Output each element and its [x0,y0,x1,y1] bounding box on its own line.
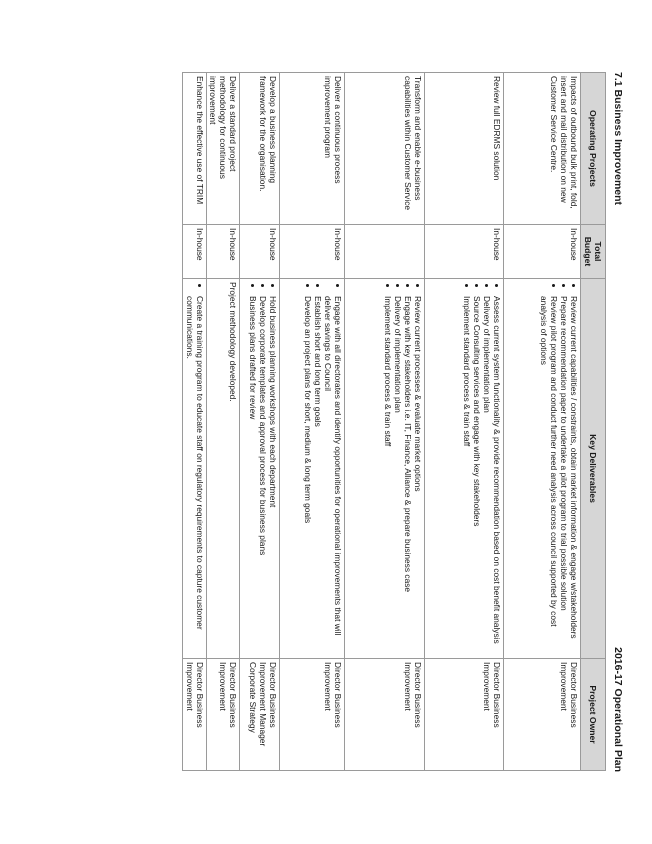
table-row [425,73,504,771]
business-improvement-table [182,72,606,771]
plan-title: 2016-17 Operational Plan [612,647,624,772]
deliverable-text: Project methodology developed. [228,282,238,402]
table-row [280,73,345,771]
project-cell: Deliver a continuous process improvement program [280,73,345,225]
deliverables-list [185,282,205,655]
deliverables-cell [280,279,345,659]
deliverable-item: • Establish short and long term goals [313,296,323,655]
deliverable-item: • Create a training program to educate staff on regulatory requirements to capture customer communications. [185,296,205,655]
project-cell: Deliver a standard project methodology for continuous improvement [207,73,240,225]
table-row [504,73,581,771]
project-cell: Impacts of outbound bulk print, fold, insert and mail distribution on new Customer Service Centre. [504,73,581,225]
budget-cell: In-house [504,225,581,279]
deliverable-item: • Delivery of implementation plan [393,296,403,655]
deliverables-list [248,282,278,655]
table-row [345,73,425,771]
budget-cell: In-house [183,225,207,279]
deliverable-item: • Review current processes & evaluate market options [413,296,423,655]
table-row [240,73,280,771]
deliverable-item: • Delivery of implementation plan [482,296,492,655]
owner-cell: Director Business Improvement Manager Corporate Strategy [240,659,280,771]
deliverables-cell [183,279,207,659]
budget-cell: In-house [280,225,345,279]
owner-cell: Director Business Improvement [280,659,345,771]
budget-cell [345,225,425,279]
owner-cell: Director Business Improvement [425,659,504,771]
deliverable-item: • Develop corporate templates and approval process for business plans [258,296,268,655]
deliverable-item: • Business plans drafted for review [248,296,258,655]
deliverables-cell [345,279,425,659]
table-row [207,73,240,771]
owner-cell: Director Business Improvement [345,659,425,771]
header-operating-projects: Operating Projects [581,73,606,225]
header-key-deliverables: Key Deliverables [581,279,606,659]
deliverables-cell [207,279,240,659]
header-total-budget: Total Budget [581,225,606,279]
deliverables-list [383,282,423,655]
project-cell: Enhance the effective use of TRIM [183,73,207,225]
deliverable-item: • Prepare recommendation paper to undertake a pilot program to trial possible solution [559,296,569,655]
deliverables-list [539,282,579,655]
table-header-row [581,73,606,771]
deliverable-item: • Engage with key stakeholders i.e. IT, Finance, Alliance & prepare business case [403,296,413,655]
deliverable-item: • Review current capabilities / constraints, obtain market information & engage w/stakeholders [569,296,579,655]
deliverable-item: • Develop an project plans for short, medium & long term goals [303,296,313,655]
project-cell: Develop a business planning framework for the organisation. [240,73,280,225]
budget-cell: In-house [240,225,280,279]
budget-cell: In-house [207,225,240,279]
project-cell: Transform and enable e-business capabilities within Customer Service [345,73,425,225]
deliverable-item: • Review pilot program and conduct further need analysis across council supported by cost analysis of options [539,296,559,655]
deliverable-item: • Implement standard process & train staff [462,296,472,655]
deliverables-list [303,282,343,655]
deliverables-list [462,282,502,655]
owner-cell: Director Business Improvement [183,659,207,771]
section-title: 7.1 Business Improvement [612,72,624,206]
deliverables-cell [240,279,280,659]
owner-cell: Director Business Improvement [207,659,240,771]
header-project-owner: Project Owner [581,659,606,771]
deliverables-cell [504,279,581,659]
project-cell: Review full EDRMS solution [425,73,504,225]
deliverable-item: • Hold business planning workshops with each department [268,296,278,655]
owner-cell: Director Business Improvement [504,659,581,771]
deliverable-item: • Assess current system functionality & provide recommendation based on cost benefit analysis [492,296,502,655]
deliverable-item: • Source Consulting services and engage with key stakeholders [472,296,482,655]
deliverables-cell [425,279,504,659]
deliverable-item: • Engage with all directorates and identify opportunities for operational improvements that will deliver savings to Council [323,296,343,655]
table-row [183,73,207,771]
budget-cell: In-house [425,225,504,279]
deliverable-item: • Implement standard process & train staff [383,296,393,655]
